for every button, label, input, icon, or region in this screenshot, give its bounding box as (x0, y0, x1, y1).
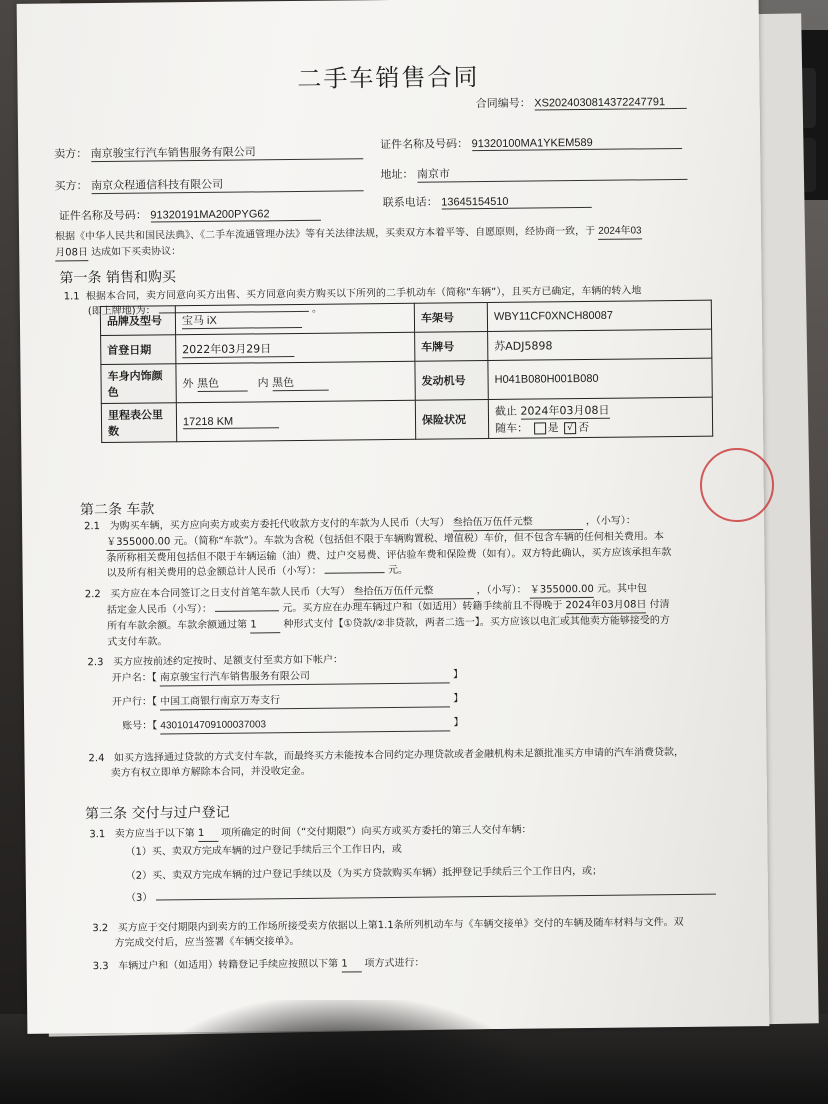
engine-value: H041B080H001B080 (488, 358, 712, 399)
vehicle-info-table (100, 300, 713, 443)
insurance-follow-label: 随车： (495, 421, 529, 435)
final-payment-date: 2024年03月08日 (565, 597, 646, 614)
clause-number: 2.2 (84, 589, 101, 601)
seller-id-label: 证件名称及号码： (380, 137, 469, 152)
mileage-label: 里程表公里数 (101, 403, 176, 443)
reg-date-label: 首登日期 (101, 335, 176, 365)
preamble-text-2: 达成如下买卖协议： (91, 246, 182, 259)
clause-number: 3.2 (92, 923, 109, 935)
exterior-color: 黑色 (197, 374, 247, 392)
seller-row (54, 142, 363, 162)
clause-text: 卖方应当于以下第 (114, 828, 195, 840)
clause-text: 车辆过户和（如适用）转籍登记手续应按照以下第 (118, 958, 339, 972)
buyer-id-value: 91320191MA200PYG62 (150, 208, 320, 223)
color-label: 车身内饰颜色 (101, 364, 176, 404)
interior-color: 黑色 (272, 373, 328, 391)
delivery-item-3-blank (156, 894, 716, 901)
phone-label: 联系电话： (382, 195, 438, 210)
bank-row (112, 691, 464, 711)
vin-label: 车架号 (414, 303, 487, 333)
insurance-until-label: 截止 (494, 404, 517, 418)
seller-id-row (380, 133, 682, 152)
insurance-no: 否 (578, 420, 590, 434)
clause-number: 2.3 (87, 657, 104, 669)
mileage-text: 17218 KM (183, 415, 279, 429)
clause-number: 3.3 (92, 961, 109, 973)
clause-2-1 (84, 513, 672, 581)
deposit-blank (215, 610, 279, 612)
article-1-title: 第一条 销售和购买 (59, 269, 177, 287)
contract-number (476, 93, 687, 111)
clause-number: 3.1 (89, 829, 106, 841)
article-3-title: 第三条 交付与过户登记 (85, 804, 230, 823)
clause-text: 括定金人民币（小写）： (106, 603, 213, 616)
article-2-title: 第二条 车款 (79, 501, 155, 519)
clause-text: 买方应在本合同签订之日支付首笔车款人民币（大写） (110, 586, 351, 600)
checkbox-unchecked-icon (534, 422, 546, 434)
bracket: 】 (453, 693, 464, 705)
clause-text: 元。 (387, 564, 409, 577)
total-blank (325, 572, 385, 574)
account-number-label: 账号：【 (122, 720, 158, 732)
hand-shadow (140, 1000, 540, 1104)
account-name-label: 开户名：【 (111, 672, 157, 684)
clause-3-1 (89, 823, 531, 844)
clause-text: 式支付车款。 (107, 636, 168, 648)
contract-number-value: XS2024030814372247791 (534, 96, 686, 111)
clause-text: 项方式进行： (364, 957, 425, 970)
clause-2-4 (88, 745, 684, 781)
clause-text: 付清 (649, 599, 670, 611)
clause-number: 1.1 (63, 291, 80, 303)
checkbox-checked-icon: √ (564, 422, 576, 434)
delivery-item-3-label: （3） (125, 892, 153, 904)
clause-text: 条所称相关费用包括但不限于车辆运输（油）费、过户交易费、评估验车费和保险费（如有）。双方特此确认，买方应该承担车款 (106, 547, 672, 565)
bank-label: 开户行：【 (111, 696, 158, 708)
insurance-yes: 是 (547, 420, 559, 434)
mileage-value (176, 400, 415, 442)
seller-label: 卖方： (54, 147, 88, 161)
address-value: 南京市 (417, 163, 687, 183)
transfer-option: 1 (341, 956, 361, 972)
contract-page (17, 0, 770, 1034)
price-lower: ￥355000.00 (106, 534, 170, 551)
clause-number: 2.1 (84, 521, 101, 533)
clause-text: 为购买车辆，买方应向卖方或卖方委托代收款方支付的车款为人民币（大写） (109, 517, 450, 532)
engine-label: 发动机号 (415, 360, 488, 400)
delivery-item-3 (126, 885, 716, 906)
clause-text-2: (即上牌地)为： (87, 305, 156, 318)
first-payment-upper: 叁拾伍万伍仟元整 (353, 583, 473, 600)
color-value (176, 361, 415, 403)
bracket: 】 (452, 669, 464, 681)
clause-3-2 (92, 915, 684, 951)
account-name-value: 南京骏宝行汽车销售服务有限公司 (160, 667, 450, 686)
clause-text: 元。买方应在办理车辆过户和（如适用）转籍手续前且不得晚于 (282, 600, 563, 615)
account-number-row (122, 715, 464, 735)
clause-number: 2.4 (88, 753, 105, 765)
clause-text: 元。其中包 (596, 583, 648, 595)
clause-text: 以及所有相关费用的总金额总计人民币（小写）： (106, 565, 322, 580)
buyer-label: 买方： (54, 179, 88, 193)
brand-label: 品牌及型号 (100, 306, 175, 336)
price-upper: 叁拾伍万伍仟元整 (453, 514, 583, 531)
clause-end: 。 (311, 303, 323, 315)
insurance-value (488, 397, 712, 438)
plate-label: 车牌号 (415, 331, 488, 361)
contract-number-label: 合同编号： (475, 96, 531, 111)
phone-row (383, 192, 592, 210)
clause-text: 如买方选择通过贷款的方式支付车款，而最终买方未能按本合同约定办理贷款或者金融机构未足额批准买方申请的汽车消费贷款， (113, 746, 685, 764)
seller-value: 南京骏宝行汽车销售服务有限公司 (91, 142, 363, 162)
insurance-until-date: 2024年03月08日 (520, 403, 610, 418)
plate-value: 苏ADJ5898 (488, 329, 712, 360)
seller-id-value: 91320100MA1YKEM589 (472, 136, 682, 151)
clause-2-2 (85, 581, 670, 650)
clause-text: 所有车款余额。车款余额通过第 (107, 619, 248, 632)
bracket: 】 (453, 717, 464, 729)
preamble (55, 223, 642, 261)
page-title: 二手车销售合同 (297, 63, 480, 93)
vin-value: WBY11CF0XNCH80087 (487, 300, 711, 331)
clause-3-3 (93, 956, 425, 975)
account-number-value: 4301014709100037003 (160, 715, 450, 734)
clause-text: 种形式支付【①贷款/②非贷款，两者二选一】。买方应该以电汇或其他卖方能够接受的方 (283, 615, 670, 631)
preamble-date-year-month: 2024年03 (598, 223, 642, 239)
buyer-row (54, 174, 363, 194)
phone-value: 13645154510 (441, 195, 591, 210)
address-row (380, 163, 687, 183)
clause-text: 买方应于交付期限内到卖方的工作场所接受卖方依据以上第1.1条所列机动车与《车辆交接单》交付的车辆及随车材料与文件。双 (117, 916, 684, 934)
bank-value: 中国工商银行南京万寿支行 (160, 691, 450, 710)
clause-text: 元。（简称“车款”）。车款为含税（包括但不限于车辆购置税、增值税）车价，但不包含车辆的任何相关费用。本 (173, 531, 664, 548)
brand-text: 宝马 iX (182, 310, 302, 328)
clause-2-3 (87, 653, 343, 671)
account-name-row (112, 667, 464, 687)
preamble-text: 根据《中华人民共和国民法典》、《二手车流通管理办法》等有关法律法规，买卖双方本着平等、自愿原则，经协商一致，于 (55, 225, 596, 243)
delivery-item-2: （2）买、卖双方完成车辆的过户登记手续以及（为买方贷款购买车辆）抵押登记手续后三个工作日内，或； (125, 865, 603, 882)
interior-label: 内 (257, 375, 269, 389)
address-label: 地址： (380, 167, 414, 182)
insurance-label: 保险状况 (415, 399, 488, 439)
preamble-date-day: 月08日 (55, 245, 88, 261)
clause-text: 卖方有权立即单方解除本合同，并没收定金。 (110, 765, 311, 779)
clause-text: ，（小写）： (585, 515, 636, 527)
payment-option: 1 (250, 617, 280, 633)
buyer-id-row (59, 205, 321, 224)
buyer-id-label: 证件名称及号码： (58, 208, 147, 223)
delivery-item-1: （1）买、卖双方完成车辆的过户登记手续后三个工作日内，或 (125, 843, 402, 858)
reg-date-value (176, 332, 415, 364)
clause-text: 买方应按前述约定按时、足额支付至卖方如下帐户： (112, 654, 344, 668)
clause-text: 项所确定的时间（“交付期限”）向买方或买方委托的第三人交付车辆： (221, 824, 532, 839)
reg-date-text: 2022年03月29日 (182, 340, 294, 358)
clause-text: 方完成交付后，应当签署《车辆交接单》。 (114, 936, 300, 949)
delivery-option: 1 (198, 826, 218, 842)
exterior-label: 外 (182, 376, 194, 390)
buyer-value: 南京众程通信科技有限公司 (91, 174, 363, 194)
clause-text: 根据本合同，卖方同意向买方出售、买方同意向卖方购买以下所列的二手机动车（简称“车辆”），且买方已确定，车辆的转入地 (85, 285, 642, 303)
company-seal-stamp (700, 448, 774, 522)
clause-text: ，（小写）： (476, 584, 527, 597)
brand-value (175, 303, 414, 335)
first-payment-lower: ￥355000.00 (530, 582, 594, 599)
